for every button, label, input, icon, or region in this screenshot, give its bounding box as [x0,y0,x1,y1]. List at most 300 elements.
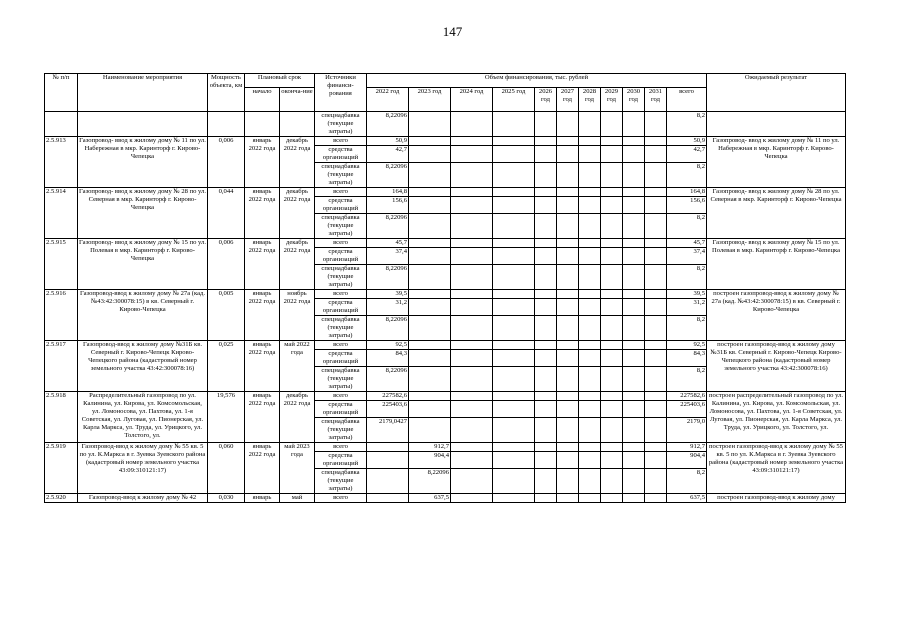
value-empty-cell [451,469,493,494]
item-number-cell: 2.5.916 [45,290,78,341]
value-empty-cell [623,146,645,163]
header-result: Ожидаемый результат [707,74,846,112]
total-cell: 904,4 [667,452,707,469]
funding-table [44,73,846,503]
value-empty-cell [557,443,579,452]
value-empty-cell [451,367,493,392]
value-empty-cell [579,146,601,163]
value-empty-cell [557,316,579,341]
source-cell: средства организаций [315,146,367,163]
value-empty-cell [601,469,623,494]
value-empty-cell [557,290,579,299]
value-2022-cell: 8,22096 [367,367,409,392]
value-empty-cell [623,341,645,350]
value-empty-cell [601,443,623,452]
header-year-2024: 2024 год [451,88,493,112]
value-2022-cell: 8,22096 [367,316,409,341]
value-2022-cell: 8,22096 [367,214,409,239]
value-2023-cell: 912,7 [409,443,451,452]
item-end-cell: май [280,494,315,503]
source-cell: спецнадбавка (текущие затраты) [315,112,367,137]
table-row [45,137,846,146]
value-empty-cell [645,214,667,239]
total-cell: 8,2 [667,112,707,137]
total-cell: 45,7 [667,239,707,248]
value-empty-cell [579,188,601,197]
source-cell: всего [315,137,367,146]
value-empty-cell [645,418,667,443]
value-empty-cell [493,350,535,367]
table-row [45,443,846,452]
item-power-cell: 0,044 [208,188,245,239]
item-name-cell: Газопровод- ввод к жилому дому № 28 по ул. Северная в мкр. Каринторф г. Кирово-Чепецка [78,188,208,239]
header-year-2027: 2027 год [557,88,579,112]
source-cell: всего [315,239,367,248]
header-power: Мощность объекта, км [208,74,245,112]
value-empty-cell [601,401,623,418]
item-result-cell: построен газопровод-ввод к жилому дому [707,494,846,503]
value-2022-cell [367,452,409,469]
value-empty-cell [601,163,623,188]
source-cell: средства организаций [315,299,367,316]
value-empty-cell [535,469,557,494]
table-row [45,494,846,503]
header-year-2029: 2029 год [601,88,623,112]
value-empty-cell [451,137,493,146]
value-empty-cell [645,248,667,265]
item-power-cell: 0,060 [208,443,245,494]
header-year-2023: 2023 год [409,88,451,112]
value-empty-cell [535,197,557,214]
item-result-cell: Газопровод- ввод к жилому дому № 11 по ул. Набережная в мкр. Каринторф г. Кирово-Чепецка [707,137,846,188]
value-2023-cell [409,418,451,443]
total-cell: 8,2 [667,265,707,290]
value-empty-cell [493,265,535,290]
source-cell: средства организаций [315,401,367,418]
value-2022-cell: 50,9 [367,137,409,146]
value-2023-cell: 904,4 [409,452,451,469]
value-empty-cell [535,367,557,392]
header-period: Плановый срок [245,74,315,88]
table-row [45,239,846,248]
value-empty-cell [601,214,623,239]
item-start-cell: январь 2022 года [245,341,280,392]
value-empty-cell [645,299,667,316]
source-cell: средства организаций [315,248,367,265]
value-empty-cell [535,392,557,401]
item-end-cell: май 2022 года [280,341,315,392]
value-empty-cell [579,214,601,239]
value-2023-cell [409,239,451,248]
item-power-cell: 0,030 [208,494,245,503]
value-empty-cell [601,418,623,443]
value-empty-cell [557,401,579,418]
value-2023-cell [409,265,451,290]
source-cell: всего [315,341,367,350]
value-empty-cell [557,469,579,494]
value-2023-cell [409,197,451,214]
value-empty-cell [557,239,579,248]
total-cell: 227582,6 [667,392,707,401]
value-empty-cell [451,350,493,367]
value-empty-cell [493,163,535,188]
item-result-cell: построен газопровод-ввод к жилому дому №31Б кв. Северный г. Кирово-Чепецк Кирово-Чепецкого района (кадастровый номер земельного участка 43:42:300078:16) [707,341,846,392]
value-empty-cell [493,341,535,350]
source-cell: спецнадбавка (текущие затраты) [315,469,367,494]
value-empty-cell [601,137,623,146]
value-empty-cell [645,341,667,350]
value-empty-cell [493,316,535,341]
value-2022-cell: 8,22096 [367,265,409,290]
table-row [45,341,846,350]
header-end: оконча-ние [280,88,315,112]
value-2023-cell [409,316,451,341]
value-empty-cell [557,299,579,316]
header-year-2026: 2026 год [535,88,557,112]
value-empty-cell [645,401,667,418]
value-2023-cell [409,392,451,401]
value-empty-cell [645,316,667,341]
value-empty-cell [557,248,579,265]
item-end-cell: май 2023 года [280,443,315,494]
source-cell: спецнадбавка (текущие затраты) [315,265,367,290]
source-cell: средства организаций [315,452,367,469]
item-start-cell: январь [245,494,280,503]
value-empty-cell [579,197,601,214]
table-row-carry [45,112,846,137]
value-empty-cell [579,248,601,265]
value-empty-cell [645,239,667,248]
value-empty-cell [557,452,579,469]
value-empty-cell [535,137,557,146]
source-cell: спецнадбавка (текущие затраты) [315,316,367,341]
value-empty-cell [645,197,667,214]
value-empty-cell [493,188,535,197]
value-empty-cell [601,350,623,367]
value-empty-cell [451,163,493,188]
value-empty-cell [451,418,493,443]
value-empty-cell [557,214,579,239]
value-empty-cell [535,494,557,503]
value-2022-cell: 225403,6 [367,401,409,418]
header-start: начало [245,88,280,112]
item-name-cell: Газопровод- ввод к жилому дому № 15 по ул. Полевая в мкр. Каринторф г. Кирово-Чепецка [78,239,208,290]
value-empty-cell [557,341,579,350]
value-empty-cell [451,248,493,265]
value-empty-cell [451,299,493,316]
value-empty-cell [451,265,493,290]
page-bottom-margin [0,593,905,640]
value-empty-cell [601,197,623,214]
value-empty-cell [557,418,579,443]
value-empty-cell [623,188,645,197]
total-cell: 156,6 [667,197,707,214]
value-empty-cell [623,367,645,392]
value-empty-cell [535,265,557,290]
source-cell: спецнадбавка (текущие затраты) [315,367,367,392]
value-empty-cell [645,137,667,146]
value-empty-cell [623,248,645,265]
value-empty-cell [623,299,645,316]
value-empty-cell [557,197,579,214]
value-empty-cell [579,316,601,341]
value-empty-cell [623,239,645,248]
value-2023-cell: 8,22096 [409,469,451,494]
value-empty-cell [493,290,535,299]
value-empty-cell [645,367,667,392]
value-empty-cell [535,316,557,341]
value-empty-cell [535,188,557,197]
value-empty-cell [623,401,645,418]
value-empty-cell [623,452,645,469]
value-empty-cell [535,350,557,367]
item-result-cell: Газопровод- ввод к жилому дому № 15 по ул. Полевая в мкр. Каринторф г. Кирово-Чепецка [707,239,846,290]
value-2022-cell: 92,5 [367,341,409,350]
value-empty-cell [493,299,535,316]
value-empty-cell [623,418,645,443]
value-empty-cell [451,443,493,452]
item-name-cell: Газопровод- ввод к жилому дому № 11 по ул. Набережная в мкр. Каринторф г. Кирово-Чепецка [78,137,208,188]
value-empty-cell [645,392,667,401]
value-empty-cell [579,367,601,392]
header-num: № п/п [45,74,78,112]
value-empty-cell [493,494,535,503]
value-empty-cell [451,188,493,197]
value-empty-cell [535,418,557,443]
value-2023-cell [409,401,451,418]
item-start-cell: январь 2022 года [245,392,280,443]
value-empty-cell [493,367,535,392]
item-power-cell: 0,005 [208,290,245,341]
value-empty-cell [623,392,645,401]
item-number-cell: 2.5.918 [45,392,78,443]
value-empty-cell [601,299,623,316]
value-empty-cell [535,239,557,248]
value-empty-cell [493,418,535,443]
value-2023-cell: 637,5 [409,494,451,503]
value-2022-cell [367,443,409,452]
item-start-cell: январь 2022 года [245,188,280,239]
value-empty-cell [535,248,557,265]
value-empty-cell [623,163,645,188]
value-empty-cell [493,452,535,469]
total-cell: 31,2 [667,299,707,316]
item-result-cell: Газопровод- ввод к жилому дому № 28 по ул. Северная в мкр. Каринторф г. Кирово-Чепецка [707,188,846,239]
value-empty-cell [493,137,535,146]
source-cell: средства организаций [315,197,367,214]
value-empty-cell [557,350,579,367]
value-empty-cell [579,469,601,494]
value-2023-cell [409,137,451,146]
item-name-cell: Газопровод-ввод к жилому дому № 55 кв. 5 по ул. К.Маркса в г. Зуевка Зуевского района (кадастровый номер земельного участка 43:09:310121:17) [78,443,208,494]
value-2023-cell [409,290,451,299]
value-empty-cell [451,214,493,239]
total-cell: 8,2 [667,469,707,494]
value-empty-cell [451,392,493,401]
value-empty-cell [601,248,623,265]
value-empty-cell [579,265,601,290]
item-end-cell: ноябрь 2022 года [280,290,315,341]
value-empty-cell [623,469,645,494]
value-empty-cell [645,265,667,290]
value-empty-cell [645,188,667,197]
value-empty-cell [535,163,557,188]
table-row [45,188,846,197]
value-2022-cell: 39,5 [367,290,409,299]
value-2022-cell: 31,2 [367,299,409,316]
total-cell: 912,7 [667,443,707,452]
value-empty-cell [535,290,557,299]
value-empty-cell [557,367,579,392]
value-empty-cell [601,452,623,469]
item-start-cell: январь 2022 года [245,137,280,188]
item-power-cell: 0,006 [208,137,245,188]
item-number-cell: 2.5.913 [45,137,78,188]
value-empty-cell [557,137,579,146]
value-empty-cell [579,418,601,443]
source-cell: спецнадбавка (текущие затраты) [315,214,367,239]
value-empty-cell [601,392,623,401]
table-body [45,112,846,503]
value-empty-cell [451,239,493,248]
value-empty-cell [623,290,645,299]
value-2023-cell [409,248,451,265]
header-year-2030: 2030 год [623,88,645,112]
value-empty-cell [645,443,667,452]
value-empty-cell [493,401,535,418]
value-empty-cell [579,443,601,452]
item-power-cell: 0,025 [208,341,245,392]
header-name: Наименование мероприятия [78,74,208,112]
value-empty-cell [645,290,667,299]
value-empty-cell [579,163,601,188]
item-number-cell: 2.5.919 [45,443,78,494]
value-empty-cell [451,290,493,299]
item-power-cell: 19,576 [208,392,245,443]
value-empty-cell [535,146,557,163]
value-empty-cell [623,316,645,341]
value-empty-cell [579,392,601,401]
value-empty-cell [557,188,579,197]
page-number: 147 [442,24,463,39]
value-empty-cell [623,214,645,239]
value-empty-cell [535,214,557,239]
value-empty-cell [601,341,623,350]
source-cell: спецнадбавка (текущие затраты) [315,163,367,188]
item-result-cell: построен распределительный газопровод по ул. Калинина, ул. Кирова, ул. Комсомольская, ул. Ломоносова, ул. Пахтова, ул. 1-я Советская, ул. Луговая, ул. Пионерская, ул. Карла Маркса, ул. Труда, ул. Урицкого, ул. Толстого, ул. [707,392,846,443]
value-empty-cell [535,299,557,316]
value-2022-cell: 42,7 [367,146,409,163]
value-2022-cell: 45,7 [367,239,409,248]
value-empty-cell [493,214,535,239]
value-empty-cell [623,197,645,214]
value-2022-cell: 37,4 [367,248,409,265]
source-cell: всего [315,290,367,299]
value-empty-cell [579,350,601,367]
header-funding: Объем финансирования, тыс. рублей [367,74,707,88]
total-cell: 50,9 [667,137,707,146]
value-2023-cell [409,146,451,163]
value-empty-cell [557,163,579,188]
value-empty-cell [601,239,623,248]
value-empty-cell [579,494,601,503]
value-2022-cell [367,469,409,494]
item-name-cell: Газопровод-ввод к жилому дому №31Б кв. Северный г. Кирово-Чепецк Кирово-Чепецкого района (кадастровый номер земельного участка 43:42:300078:16) [78,341,208,392]
value-empty-cell [557,146,579,163]
header-year-2031: 2031 год [645,88,667,112]
header-total: всего [667,88,707,112]
value-empty-cell [493,443,535,452]
total-cell: 37,4 [667,248,707,265]
item-number-cell: 2.5.915 [45,239,78,290]
header-source: Источники финанси-рования [315,74,367,112]
item-start-cell: январь 2022 года [245,290,280,341]
value-2023-cell [409,188,451,197]
total-cell: 42,7 [667,146,707,163]
value-empty-cell [601,188,623,197]
total-cell: 164,8 [667,188,707,197]
value-empty-cell [645,350,667,367]
value-empty-cell [557,392,579,401]
source-cell: всего [315,188,367,197]
source-cell: спецнадбавка (текущие затраты) [315,418,367,443]
total-cell: 8,2 [667,367,707,392]
item-number-cell: 2.5.914 [45,188,78,239]
value-empty-cell [623,350,645,367]
value-empty-cell [451,452,493,469]
item-end-cell: декабрь 2022 года [280,392,315,443]
value-empty-cell [601,494,623,503]
value-2023-cell [409,341,451,350]
item-name-cell: Газопровод-ввод к жилому дому № 27а (кад. №43:42:300078:15) в кв. Северный г. Кирово-Чепецка [78,290,208,341]
total-cell: 225403,6 [667,401,707,418]
value-empty-cell [535,341,557,350]
item-end-cell: декабрь 2022 года [280,239,315,290]
value-empty-cell [451,341,493,350]
table-row [45,392,846,401]
value-empty-cell [493,248,535,265]
total-cell: 39,5 [667,290,707,299]
value-empty-cell [645,494,667,503]
value-empty-cell [645,146,667,163]
value-empty-cell [579,401,601,418]
value-empty-cell [601,367,623,392]
value-empty-cell [493,469,535,494]
value-empty-cell [557,265,579,290]
value-empty-cell [623,443,645,452]
value-2022-cell: 164,8 [367,188,409,197]
item-name-cell: Распределительный газопровод по ул. Калинина, ул. Кирова, ул. Комсомольская, ул. Ломоносова, ул. Пахтова, ул. 1-я Советская, ул. Луговая, ул. Пионерская, ул. Карла Маркса, ул. Труда, ул. Урицкого, ул. Толстого, ул. [78,392,208,443]
item-start-cell: январь 2022 года [245,239,280,290]
value-2023-cell [409,350,451,367]
value-empty-cell [451,146,493,163]
value-empty-cell [579,341,601,350]
value-2022-cell: 2179,0427 [367,418,409,443]
value-2022-cell: 84,3 [367,350,409,367]
source-cell: всего [315,392,367,401]
item-name-cell: Газопровод-ввод к жилому дому № 42 [78,494,208,503]
value-empty-cell [579,290,601,299]
value-empty-cell [645,163,667,188]
value-2022-cell [367,494,409,503]
total-cell: 84,3 [667,350,707,367]
value-2022-cell: 227582,6 [367,392,409,401]
value-empty-cell [623,494,645,503]
value-empty-cell [493,392,535,401]
value-2022-cell: 8,22096 [367,112,409,137]
value-empty-cell [493,146,535,163]
value-2023-cell [409,214,451,239]
